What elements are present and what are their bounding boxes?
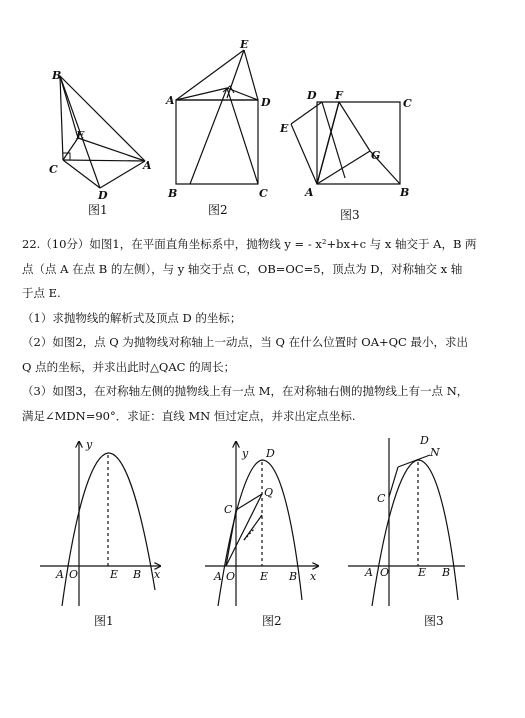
fig2-label-A: A bbox=[166, 94, 175, 107]
fig2-segment-CQ bbox=[236, 494, 262, 510]
fig1-label-B: B bbox=[133, 568, 142, 581]
fig1-label-C: C bbox=[49, 163, 58, 176]
fig2-label-Q: Q bbox=[264, 486, 274, 499]
problem-line-3: 于点 E. bbox=[22, 286, 61, 300]
fig2-label-D: D bbox=[261, 96, 271, 109]
fig3-label-E: E bbox=[280, 122, 289, 135]
fig2-label-A: A bbox=[214, 570, 222, 583]
fig3-label-D: D bbox=[420, 434, 429, 447]
top-fig3-diagram bbox=[279, 89, 412, 199]
fig2-label-B: B bbox=[289, 570, 298, 583]
fig2-label-C: C bbox=[259, 187, 268, 200]
fig1-label-E: E bbox=[76, 129, 85, 142]
bottom-fig1-caption: 图1 bbox=[94, 614, 114, 628]
top-fig2-caption: 图2 bbox=[208, 203, 228, 217]
fig2-parabola bbox=[218, 460, 302, 606]
fig2-label-C: C bbox=[224, 503, 233, 516]
top-fig3-caption: 图3 bbox=[340, 208, 360, 222]
fig2-label-x: x bbox=[310, 570, 317, 583]
fig1-label-x: x bbox=[154, 568, 161, 581]
fig3-label-A: A bbox=[305, 186, 314, 199]
top-figures bbox=[0, 0, 525, 230]
fig1-label-E: E bbox=[110, 568, 119, 581]
fig1-label-B: B bbox=[52, 69, 62, 82]
fig1-label-D: D bbox=[98, 189, 108, 202]
bottom-fig2-graph bbox=[205, 442, 318, 606]
fig3-label-C: C bbox=[377, 492, 386, 505]
fig3-label-F: F bbox=[335, 89, 343, 102]
fig3-label-E: E bbox=[418, 566, 427, 579]
fig3-label-N: N bbox=[430, 446, 440, 459]
fig2-aux-segment bbox=[244, 515, 262, 540]
fig1-label-y: y bbox=[86, 438, 93, 451]
fig2-label-D: D bbox=[266, 447, 275, 460]
problem-part-1: （1）求抛物线的解析式及顶点 D 的坐标； bbox=[22, 310, 242, 325]
fig1-label-A: A bbox=[143, 159, 152, 172]
problem-line-2: 点（点 A 在点 B 的左侧），与 y 轴交于点 C，OB=OC=5，顶点为 D，对称轴交 x 轴 bbox=[22, 261, 463, 276]
fig2-label-E: E bbox=[260, 570, 269, 583]
fig2-label-y: y bbox=[242, 447, 249, 460]
problem-part-2b: Q 点的坐标，并求出此时△QAC 的周长； bbox=[22, 359, 236, 374]
top-fig1-diagram bbox=[49, 69, 152, 202]
problem-text bbox=[22, 232, 502, 428]
fig3-label-O: O bbox=[380, 566, 390, 579]
problem-part-3a: （3）如图3，在对称轴左侧的抛物线上有一点 M，在对称轴右侧的抛物线上有一点 N， bbox=[22, 384, 469, 398]
fig3-label-B: B bbox=[400, 186, 410, 199]
bottom-fig3-graph bbox=[348, 434, 465, 606]
fig3-label-C: C bbox=[403, 97, 412, 110]
problem-line-1: 22.（10分）如图1，在平面直角坐标系中，抛物线 y = - x²+bx+c 与 x 轴交于 A，B 两 bbox=[22, 237, 477, 251]
fig3-label-G: G bbox=[371, 149, 381, 162]
fig1-label-A: A bbox=[56, 568, 64, 581]
fig3-segment-CM bbox=[389, 467, 398, 497]
fig2-label-O: O bbox=[226, 570, 236, 583]
fig3-label-A: A bbox=[365, 566, 373, 579]
problem-part-2a: （2）如图2，点 Q 为抛物线对称轴上一动点，当 Q 在什么位置时 OA+QC 最小，求出 bbox=[22, 335, 469, 349]
fig1-label-O: O bbox=[69, 568, 79, 581]
fig3-label-B: B bbox=[442, 566, 451, 579]
fig3-segment-MN bbox=[398, 455, 430, 467]
bottom-fig3-caption: 图3 bbox=[424, 614, 444, 628]
fig3-parabola bbox=[372, 460, 458, 606]
fig2-label-E: E bbox=[240, 38, 249, 51]
problem-part-3b: 满足∠MDN=90°．求证：直线 MN 恒过定点，并求出定点坐标. bbox=[22, 408, 356, 423]
top-fig1-caption: 图1 bbox=[88, 203, 108, 217]
fig3-label-D: D bbox=[307, 89, 317, 102]
bottom-fig2-caption: 图2 bbox=[262, 614, 282, 628]
top-fig2-diagram bbox=[165, 38, 271, 200]
fig2-segment-AC bbox=[226, 510, 236, 566]
fig2-label-B: B bbox=[168, 187, 178, 200]
fig2-segment-AQ bbox=[226, 494, 262, 566]
bottom-fig1-graph bbox=[40, 438, 161, 606]
fig1-parabola bbox=[62, 453, 155, 606]
